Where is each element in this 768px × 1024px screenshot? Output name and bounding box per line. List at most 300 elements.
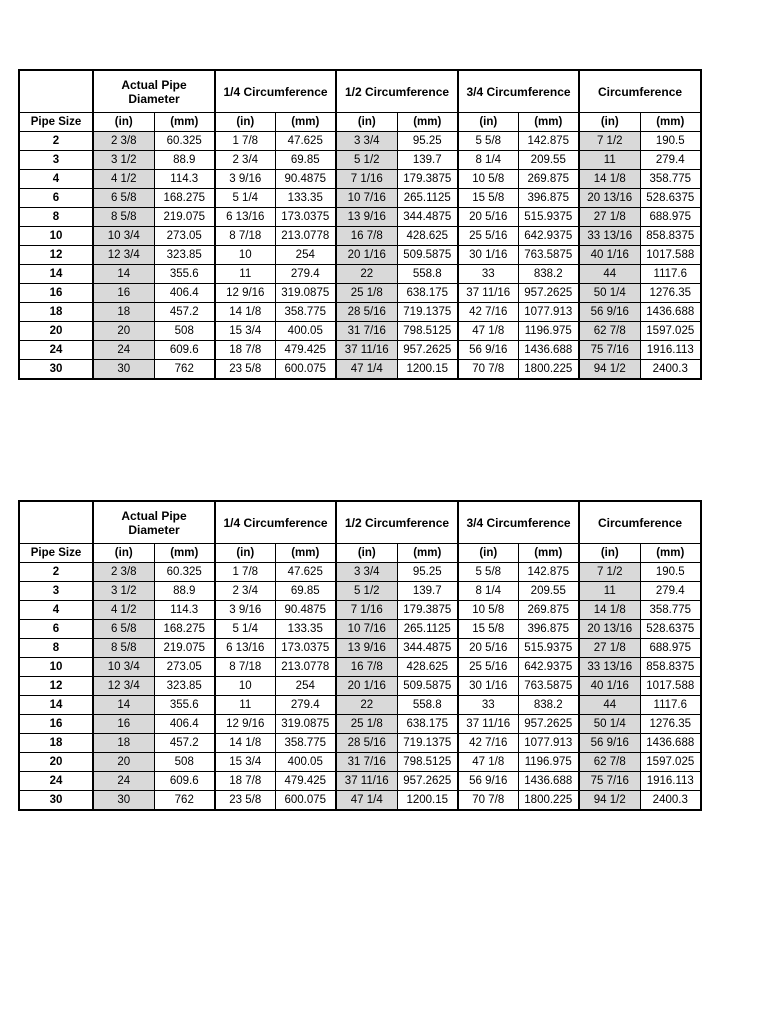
table-row [19,170,701,189]
table-cell: 15 3/4 [215,322,275,341]
table-cell: 10 5/8 [458,170,518,189]
pipe-size-cell: 10 [19,227,93,246]
table-cell: 358.775 [275,303,336,322]
unit-header: (in) [579,544,640,563]
table-cell: 355.6 [154,696,215,715]
table-cell: 515.9375 [518,639,579,658]
table-cell: 25 5/16 [458,227,518,246]
table-cell: 763.5875 [518,677,579,696]
unit-header: (in) [458,113,518,132]
table-cell: 142.875 [518,132,579,151]
table-row [19,360,701,380]
table-cell: 6 13/16 [215,639,275,658]
table-row [19,563,701,582]
table-cell: 642.9375 [518,658,579,677]
pipe-size-cell: 4 [19,170,93,189]
table-row [19,284,701,303]
table-cell: 37 11/16 [336,341,397,360]
table-cell: 319.0875 [275,284,336,303]
table-cell: 139.7 [397,582,458,601]
table-cell: 600.075 [275,360,336,380]
table-cell: 90.4875 [275,601,336,620]
table-cell: 12 3/4 [93,677,154,696]
table-cell: 179.3875 [397,601,458,620]
pipe-size-cell: 14 [19,265,93,284]
actual-diameter-header: Actual Pipe Diameter [93,70,215,113]
quarter-circumference-header: 1/4 Circumference [215,501,336,544]
table-cell: 139.7 [397,151,458,170]
table-cell: 265.1125 [397,189,458,208]
table-cell: 7 1/16 [336,601,397,620]
pipe-size-cell: 16 [19,284,93,303]
table-cell: 344.4875 [397,208,458,227]
table-cell: 14 1/8 [215,734,275,753]
table-cell: 858.8375 [640,658,701,677]
table-body [19,563,701,811]
table-cell: 1916.113 [640,341,701,360]
table-cell: 396.875 [518,620,579,639]
table-row [19,791,701,811]
table-cell: 254 [275,246,336,265]
table-cell: 56 9/16 [458,341,518,360]
table-cell: 219.075 [154,639,215,658]
table-cell: 858.8375 [640,227,701,246]
table-cell: 1117.6 [640,265,701,284]
table-cell: 1276.35 [640,715,701,734]
table-cell: 75 7/16 [579,341,640,360]
table-cell: 8 1/4 [458,151,518,170]
table-cell: 6 13/16 [215,208,275,227]
table-cell: 47 1/8 [458,753,518,772]
three-quarter-circumference-header: 3/4 Circumference [458,70,579,113]
table-cell: 8 5/8 [93,639,154,658]
unit-header: (mm) [397,544,458,563]
table-cell: 5 1/4 [215,189,275,208]
table-cell: 2 3/4 [215,582,275,601]
table-row [19,658,701,677]
table-cell: 1800.225 [518,360,579,380]
table-cell: 479.425 [275,772,336,791]
table-cell: 6 5/8 [93,189,154,208]
table-cell: 1436.688 [518,772,579,791]
table-cell: 1276.35 [640,284,701,303]
table-cell: 30 1/16 [458,246,518,265]
table-row [19,151,701,170]
table-cell: 1597.025 [640,753,701,772]
table-cell: 70 7/8 [458,791,518,811]
table-cell: 4 1/2 [93,170,154,189]
table-cell: 515.9375 [518,208,579,227]
table-cell: 25 5/16 [458,658,518,677]
table-cell: 7 1/16 [336,170,397,189]
table-cell: 20 13/16 [579,189,640,208]
group-header-row [19,501,701,544]
blank-header-cell [19,501,93,544]
pipe-size-cell: 16 [19,715,93,734]
unit-header: (mm) [518,544,579,563]
table-cell: 18 [93,303,154,322]
table-cell: 12 9/16 [215,284,275,303]
half-circumference-header: 1/2 Circumference [336,501,458,544]
table-cell: 8 5/8 [93,208,154,227]
table-cell: 40 1/16 [579,677,640,696]
table-cell: 3 3/4 [336,563,397,582]
table-cell: 219.075 [154,208,215,227]
table-cell: 3 1/2 [93,151,154,170]
table-cell: 396.875 [518,189,579,208]
table-cell: 190.5 [640,132,701,151]
table-cell: 719.1375 [397,303,458,322]
table-cell: 762 [154,360,215,380]
table-cell: 16 [93,715,154,734]
table-cell: 16 [93,284,154,303]
table-cell: 323.85 [154,246,215,265]
unit-header: (mm) [397,113,458,132]
table-cell: 279.4 [640,582,701,601]
table-cell: 88.9 [154,151,215,170]
table-cell: 62 7/8 [579,322,640,341]
table-cell: 14 [93,696,154,715]
table-cell: 30 [93,360,154,380]
table-row [19,677,701,696]
table-cell: 20 1/16 [336,246,397,265]
table-cell: 957.2625 [397,772,458,791]
table-cell: 428.625 [397,227,458,246]
table-cell: 114.3 [154,601,215,620]
table-row [19,639,701,658]
table-cell: 609.6 [154,772,215,791]
table-cell: 60.325 [154,132,215,151]
table-cell: 2400.3 [640,791,701,811]
pipe-size-cell: 3 [19,151,93,170]
table-cell: 47 1/8 [458,322,518,341]
pipe-size-cell: 4 [19,601,93,620]
table-cell: 173.0375 [275,208,336,227]
table-cell: 1436.688 [640,303,701,322]
table-cell: 20 1/16 [336,677,397,696]
table-cell: 2400.3 [640,360,701,380]
table-cell: 90.4875 [275,170,336,189]
table-cell: 56 9/16 [458,772,518,791]
pipe-size-cell: 6 [19,620,93,639]
table-cell: 40 1/16 [579,246,640,265]
table-cell: 56 9/16 [579,303,640,322]
table-cell: 1017.588 [640,246,701,265]
table-cell: 12 3/4 [93,246,154,265]
table-cell: 509.5875 [397,677,458,696]
table-cell: 42 7/16 [458,734,518,753]
table-cell: 179.3875 [397,170,458,189]
table-cell: 10 3/4 [93,227,154,246]
pipe-circumference-table-2 [18,500,702,811]
table-cell: 18 7/8 [215,772,275,791]
table-cell: 10 7/16 [336,620,397,639]
table-cell: 273.05 [154,658,215,677]
table-cell: 508 [154,753,215,772]
table-cell: 142.875 [518,563,579,582]
table-cell: 798.5125 [397,753,458,772]
table-cell: 37 11/16 [336,772,397,791]
table-cell: 279.4 [275,696,336,715]
table-cell: 12 9/16 [215,715,275,734]
table-cell: 25 1/8 [336,715,397,734]
table-cell: 508 [154,322,215,341]
unit-header: (in) [93,544,154,563]
table-cell: 1 7/8 [215,563,275,582]
table-cell: 209.55 [518,582,579,601]
table-cell: 168.275 [154,620,215,639]
table-cell: 428.625 [397,658,458,677]
table-cell: 75 7/16 [579,772,640,791]
table-cell: 1196.975 [518,322,579,341]
blank-header-cell [19,70,93,113]
table-cell: 688.975 [640,208,701,227]
table-cell: 5 1/4 [215,620,275,639]
table-cell: 33 13/16 [579,227,640,246]
unit-header: (mm) [154,113,215,132]
table-cell: 20 [93,753,154,772]
table-cell: 31 7/16 [336,322,397,341]
table-cell: 957.2625 [518,715,579,734]
table-cell: 15 5/8 [458,620,518,639]
table-cell: 358.775 [640,170,701,189]
three-quarter-circumference-header: 3/4 Circumference [458,501,579,544]
half-circumference-header: 1/2 Circumference [336,70,458,113]
unit-header: (mm) [154,544,215,563]
table-cell: 28 5/16 [336,303,397,322]
table-cell: 3 9/16 [215,170,275,189]
table-cell: 33 [458,696,518,715]
table-cell: 2 3/4 [215,151,275,170]
unit-header: (in) [458,544,518,563]
table-cell: 14 1/8 [579,170,640,189]
unit-header: (mm) [275,113,336,132]
table-cell: 70 7/8 [458,360,518,380]
table-cell: 168.275 [154,189,215,208]
table-row [19,208,701,227]
table-cell: 24 [93,772,154,791]
table-cell: 31 7/16 [336,753,397,772]
table-cell: 1200.15 [397,360,458,380]
table-row [19,753,701,772]
table-cell: 7 1/2 [579,132,640,151]
table-cell: 50 1/4 [579,284,640,303]
table-cell: 5 1/2 [336,151,397,170]
table-cell: 11 [215,696,275,715]
table-cell: 838.2 [518,696,579,715]
unit-header: (in) [93,113,154,132]
table-cell: 20 5/16 [458,208,518,227]
table-cell: 10 3/4 [93,658,154,677]
table-cell: 37 11/16 [458,284,518,303]
table-cell: 358.775 [640,601,701,620]
table-cell: 11 [579,582,640,601]
unit-header: (in) [336,113,397,132]
table-cell: 28 5/16 [336,734,397,753]
table-cell: 8 7/18 [215,658,275,677]
table-cell: 688.975 [640,639,701,658]
table-cell: 762 [154,791,215,811]
table-cell: 7 1/2 [579,563,640,582]
table-cell: 400.05 [275,322,336,341]
table-cell: 1436.688 [518,341,579,360]
pipe-size-cell: 3 [19,582,93,601]
table-cell: 1077.913 [518,734,579,753]
table-cell: 33 13/16 [579,658,640,677]
table-cell: 8 7/18 [215,227,275,246]
table-cell: 44 [579,265,640,284]
pipe-circumference-table-1 [18,69,702,380]
table-cell: 30 1/16 [458,677,518,696]
table-cell: 13 9/16 [336,208,397,227]
table-cell: 23 5/8 [215,791,275,811]
table-cell: 42 7/16 [458,303,518,322]
table-cell: 558.8 [397,696,458,715]
table-cell: 254 [275,677,336,696]
table-cell: 213.0778 [275,658,336,677]
table-cell: 15 3/4 [215,753,275,772]
table-cell: 279.4 [640,151,701,170]
table-row [19,341,701,360]
table-row [19,601,701,620]
table-cell: 47 1/4 [336,360,397,380]
table-cell: 47.625 [275,132,336,151]
table-cell: 2 3/8 [93,132,154,151]
table-cell: 3 9/16 [215,601,275,620]
pipe-size-cell: 12 [19,246,93,265]
table-row [19,322,701,341]
table-cell: 609.6 [154,341,215,360]
table-cell: 269.875 [518,601,579,620]
table-row [19,227,701,246]
table-cell: 27 1/8 [579,639,640,658]
table-row [19,246,701,265]
pipe-size-cell: 12 [19,677,93,696]
table-cell: 20 5/16 [458,639,518,658]
table-cell: 16 7/8 [336,227,397,246]
table-cell: 1117.6 [640,696,701,715]
unit-header: (mm) [640,113,701,132]
table-cell: 50 1/4 [579,715,640,734]
table-cell: 24 [93,341,154,360]
table-cell: 600.075 [275,791,336,811]
table-cell: 14 1/8 [215,303,275,322]
table-cell: 213.0778 [275,227,336,246]
table-cell: 1597.025 [640,322,701,341]
pipe-size-cell: 30 [19,791,93,811]
table-row [19,734,701,753]
table-cell: 5 1/2 [336,582,397,601]
table-cell: 1436.688 [640,734,701,753]
table-cell: 23 5/8 [215,360,275,380]
table-row [19,132,701,151]
table-cell: 6 5/8 [93,620,154,639]
units-header-row [19,113,701,132]
table-cell: 10 [215,677,275,696]
table-row [19,189,701,208]
table-cell: 20 13/16 [579,620,640,639]
table-cell: 273.05 [154,227,215,246]
table-cell: 457.2 [154,303,215,322]
pipe-size-cell: 10 [19,658,93,677]
table-cell: 37 11/16 [458,715,518,734]
table-cell: 265.1125 [397,620,458,639]
table-cell: 11 [215,265,275,284]
table-cell: 13 9/16 [336,639,397,658]
table-cell: 3 1/2 [93,582,154,601]
pipe-size-cell: 20 [19,753,93,772]
pipe-size-cell: 14 [19,696,93,715]
pipe-size-cell: 18 [19,734,93,753]
table-cell: 4 1/2 [93,601,154,620]
table-cell: 16 7/8 [336,658,397,677]
table-cell: 358.775 [275,734,336,753]
table-cell: 88.9 [154,582,215,601]
table-cell: 95.25 [397,132,458,151]
circumference-header: Circumference [579,70,701,113]
table-cell: 1196.975 [518,753,579,772]
unit-header: (in) [215,113,275,132]
table-cell: 2 3/8 [93,563,154,582]
pipe-size-cell: 20 [19,322,93,341]
table-cell: 1 7/8 [215,132,275,151]
unit-header: (in) [336,544,397,563]
table-cell: 18 7/8 [215,341,275,360]
table-cell: 638.175 [397,284,458,303]
table-cell: 15 5/8 [458,189,518,208]
quarter-circumference-header: 1/4 Circumference [215,70,336,113]
pipe-size-header: Pipe Size [19,544,93,563]
table-cell: 8 1/4 [458,582,518,601]
pipe-size-cell: 24 [19,341,93,360]
pipe-size-cell: 24 [19,772,93,791]
table-cell: 638.175 [397,715,458,734]
table-cell: 27 1/8 [579,208,640,227]
table-cell: 33 [458,265,518,284]
table-body [19,132,701,380]
table-cell: 69.85 [275,582,336,601]
table-cell: 133.35 [275,189,336,208]
pipe-size-cell: 8 [19,639,93,658]
table-cell: 479.425 [275,341,336,360]
table-cell: 69.85 [275,151,336,170]
table-row [19,696,701,715]
table-cell: 30 [93,791,154,811]
table-cell: 269.875 [518,170,579,189]
table-cell: 509.5875 [397,246,458,265]
table-cell: 406.4 [154,284,215,303]
table-cell: 47.625 [275,563,336,582]
table-cell: 323.85 [154,677,215,696]
group-header-row [19,70,701,113]
pipe-size-cell: 6 [19,189,93,208]
table-cell: 642.9375 [518,227,579,246]
unit-header: (mm) [275,544,336,563]
table-cell: 60.325 [154,563,215,582]
table-cell: 798.5125 [397,322,458,341]
table-cell: 400.05 [275,753,336,772]
table-cell: 1800.225 [518,791,579,811]
pipe-size-cell: 2 [19,563,93,582]
table-cell: 279.4 [275,265,336,284]
table-cell: 558.8 [397,265,458,284]
table-cell: 47 1/4 [336,791,397,811]
table-row [19,303,701,322]
table-cell: 3 3/4 [336,132,397,151]
table-cell: 406.4 [154,715,215,734]
pipe-size-cell: 30 [19,360,93,380]
table-cell: 10 5/8 [458,601,518,620]
